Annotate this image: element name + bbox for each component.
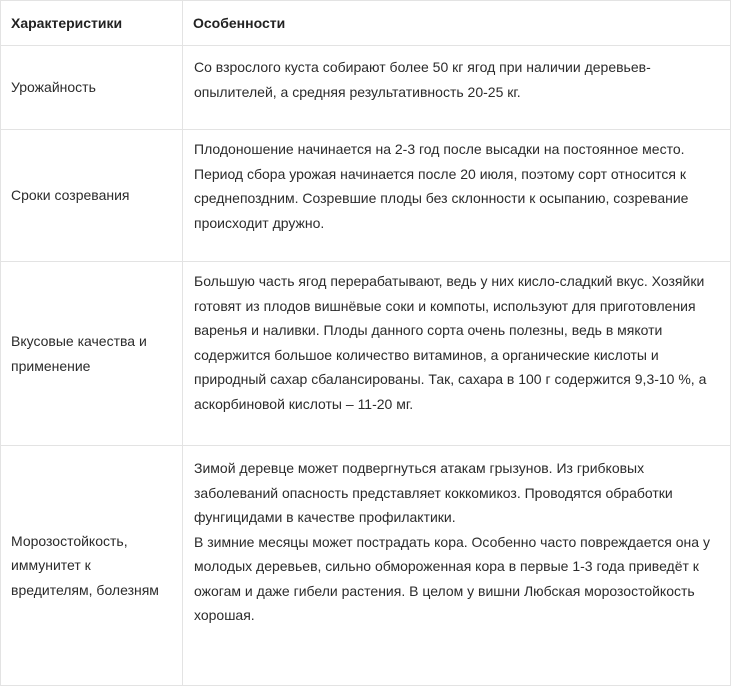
paragraph: Со взрослого куста собирают более 50 кг ягод при наличии деревьев-опылителей, а средняя результативность 20-25 кг.: [194, 59, 651, 100]
table-row: [1, 130, 731, 262]
row-label-yield: Урожайность: [1, 46, 183, 130]
row-label-taste: Вкусовые качества и применение: [1, 262, 183, 446]
row-text-cell: [183, 262, 731, 446]
paragraph: Большую часть ягод перерабатывают, ведь у них кисло-сладкий вкус. Хозяйки готовят из плодов вишнёвые соки и компоты, используют для приготовления варенья и наливки. Плоды данного сорта очень полезны, ведь в мякоти содержится большое количество витаминов, а органические кислоты и природный сахар сбалансированы. Так, сахара в 100 г содержится 9,3-10 %, а аскорбиновой кислоты – 11-20 мг.: [194, 273, 707, 412]
table-row: [1, 46, 731, 130]
row-label-ripening: Сроки созревания: [1, 130, 183, 262]
table-row: [1, 446, 731, 686]
column-header-features: Особенности: [183, 1, 731, 46]
row-text-cell: [183, 446, 731, 686]
paragraph: В зимние месяцы может пострадать кора. Особенно часто повреждается она у молодых деревьев, сильно обмороженная кора в первые 1-3 года приведёт к ожогам и даже гибели растения. В целом у вишни Любская морозостойкость хорошая.: [194, 533, 710, 623]
paragraph: Плодоношение начинается на 2-3 год после высадки на постоянное место. Период сбора урожая начинается после 20 июля, поэтому сорт относится к среднепоздним. Созревшие плоды без склонности к осыпанию, созревание происходит дружно.: [194, 141, 689, 231]
paragraph: Зимой деревце может подвергнуться атакам грызунов. Из грибковых заболеваний опасность представляет коккомикоз. Проводятся обработки фунгицидами в качестве профилактики.: [194, 460, 673, 525]
row-label-frost-resistance: Морозостойкость, иммунитет к вредителям, болезням: [1, 446, 183, 686]
table-row: [1, 262, 731, 446]
row-text-cell: [183, 46, 731, 130]
table-header-row: [1, 1, 731, 46]
row-text-cell: [183, 130, 731, 262]
column-header-characteristics: Характеристики: [1, 1, 183, 46]
